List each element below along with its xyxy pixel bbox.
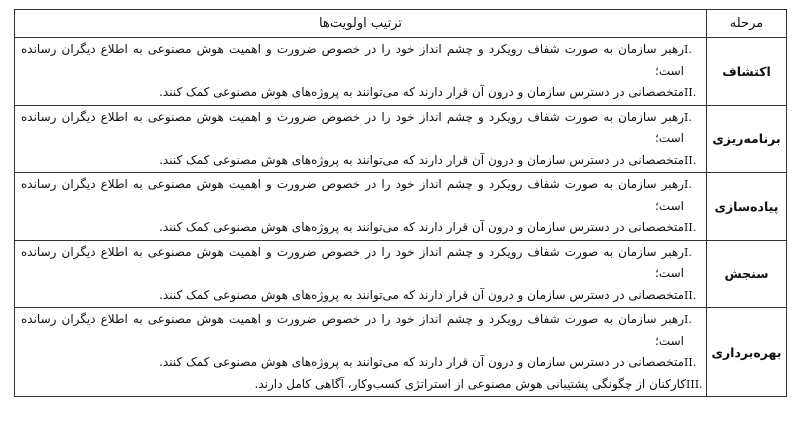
list-item: [21, 82, 700, 104]
priority-cell: [15, 240, 707, 308]
item-number: I.: [684, 110, 692, 124]
stage-cell: سنجش: [707, 240, 787, 308]
item-text: کارکنان از چگونگی پشتیبانی هوش مصنوعی از استراتژی کسب‌وکار، آگاهی کامل دارند.: [254, 376, 686, 391]
item-text: متخصصانی در دسترس سازمان و درون آن قرار دارند که می‌توانند به پروژه‌های هوش مصنوعی کمک کنند.: [159, 220, 684, 234]
item-text: رهبر سازمان به صورت شفاف رویکرد و چشم انداز خود را در خصوص ضرورت و اهمیت هوش مصنوعی به اطلاع دیگران رسانده است؛: [21, 312, 684, 348]
item-text: رهبر سازمان به صورت شفاف رویکرد و چشم انداز خود را در خصوص ضرورت و اهمیت هوش مصنوعی به اطلاع دیگران رسانده است؛: [21, 109, 684, 145]
item-number: II.: [684, 356, 697, 369]
table-row: [15, 105, 787, 173]
priority-table: [14, 9, 787, 397]
item-number: II.: [684, 221, 697, 234]
list-item: [21, 309, 700, 352]
list-item: [21, 150, 700, 172]
item-text: متخصصانی در دسترس سازمان و درون آن قرار دارند که می‌توانند به پروژه‌های هوش مصنوعی کمک کنند.: [159, 287, 684, 302]
list-item: [21, 174, 700, 217]
list-item: [21, 352, 700, 374]
stage-cell: برنامه‌ریزی: [707, 105, 787, 173]
priority-cell: [15, 308, 707, 397]
table-row: [15, 308, 787, 397]
stage-cell: بهره‌برداری: [707, 308, 787, 397]
stage-cell: اکتشاف: [707, 38, 787, 106]
priority-column-header: ترتیب اولویت‌ها: [15, 10, 707, 38]
list-item: [21, 374, 703, 396]
item-number: II.: [684, 86, 697, 99]
priority-cell: [15, 105, 707, 173]
item-text: رهبر سازمان به صورت شفاف رویکرد و چشم انداز خود را در خصوص ضرورت و اهمیت هوش مصنوعی به اطلاع دیگران رسانده است؛: [21, 244, 684, 280]
table-row: [15, 240, 787, 308]
item-number: I.: [684, 178, 692, 191]
list-item: [21, 217, 700, 239]
item-number: I.: [684, 43, 692, 56]
item-text: متخصصانی در دسترس سازمان و درون آن قرار دارند که می‌توانند به پروژه‌های هوش مصنوعی کمک کنند.: [159, 152, 684, 167]
item-number: II.: [684, 288, 697, 302]
priority-table-wrapper: [14, 9, 786, 397]
stage-cell: پیاده‌سازی: [707, 173, 787, 241]
item-text: متخصصانی در دسترس سازمان و درون آن قرار دارند که می‌توانند به پروژه‌های هوش مصنوعی کمک کنند.: [159, 355, 684, 369]
table-row: [15, 173, 787, 241]
priority-cell: [15, 173, 707, 241]
stage-column-header: مرحله: [707, 10, 787, 38]
item-text: متخصصانی در دسترس سازمان و درون آن قرار دارند که می‌توانند به پروژه‌های هوش مصنوعی کمک کنند.: [159, 85, 684, 99]
item-number: II.: [684, 153, 697, 167]
table-header-row: [15, 10, 787, 38]
list-item: [21, 242, 700, 285]
item-text: رهبر سازمان به صورت شفاف رویکرد و چشم انداز خود را در خصوص ضرورت و اهمیت هوش مصنوعی به اطلاع دیگران رسانده است؛: [21, 177, 684, 213]
priority-cell: [15, 38, 707, 106]
item-number: I.: [684, 313, 692, 326]
table-row: [15, 38, 787, 106]
item-number: I.: [684, 245, 692, 259]
list-item: [21, 285, 700, 307]
list-item: [21, 39, 700, 82]
item-text: رهبر سازمان به صورت شفاف رویکرد و چشم انداز خود را در خصوص ضرورت و اهمیت هوش مصنوعی به اطلاع دیگران رسانده است؛: [21, 42, 684, 78]
list-item: [21, 107, 700, 150]
item-number: III.: [686, 377, 703, 391]
